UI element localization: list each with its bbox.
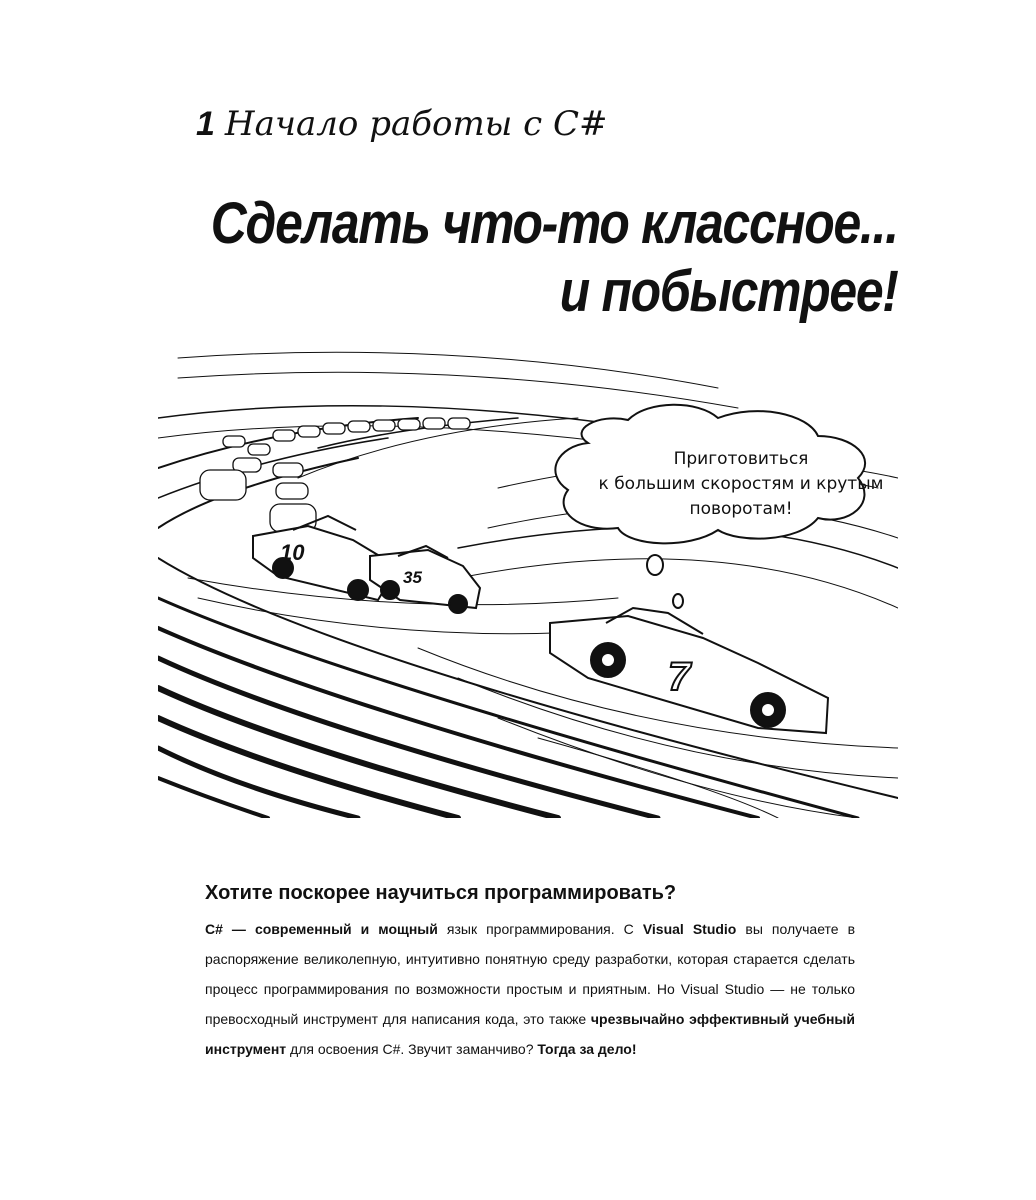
body-text-1: язык программирования. С [437, 921, 643, 937]
car-number-7: 7 [668, 655, 691, 699]
headline-line-1: Сделать что-то классное... [211, 191, 898, 256]
body-bold-csharp: C# [205, 921, 223, 937]
bubble-line-2: к большим скоростям и крутым [598, 474, 884, 494]
body-bold-tool: чрезвычайно эффективный учебный инструмент [205, 1011, 855, 1057]
race-track-illustration [158, 318, 898, 818]
chapter-heading [196, 104, 608, 144]
car-number-10: 10 [280, 540, 305, 565]
bubble-line-3: поворотам! [689, 499, 793, 519]
section-subheading: Хотите поскорее научиться программировать? [205, 882, 677, 904]
body-bold-visual-studio: Visual Studio [642, 921, 737, 937]
chapter-number: 1 [196, 105, 215, 143]
thought-bubble-text [580, 447, 902, 522]
page-headline [211, 190, 898, 326]
body-bold-dash: — [222, 921, 255, 937]
bubble-line-1: Приготовиться [673, 449, 809, 469]
headline-line-2: и побыстрее! [560, 259, 898, 324]
body-text-2: вы получаете в распоряжение великолепную, интуитивно понятную среду разработки, которая старается сделать процесс программирования по возможности простым и приятным. Но Visual Studio — не только превосходный инструмент для написания кода, это также [205, 921, 856, 1027]
race-car-7 [550, 608, 828, 733]
car-number-35: 35 [403, 568, 422, 587]
body-bold-go: Тогда за дело! [537, 1041, 637, 1057]
body-bold-modern: современный и мощный [254, 921, 438, 937]
background-cars [200, 418, 470, 532]
race-car-35 [370, 546, 480, 613]
body-text-3: для освоения C#. Звучит заманчиво? [286, 1041, 538, 1057]
body-paragraph [205, 914, 855, 1064]
chapter-title: Начало работы с C# [224, 104, 608, 144]
